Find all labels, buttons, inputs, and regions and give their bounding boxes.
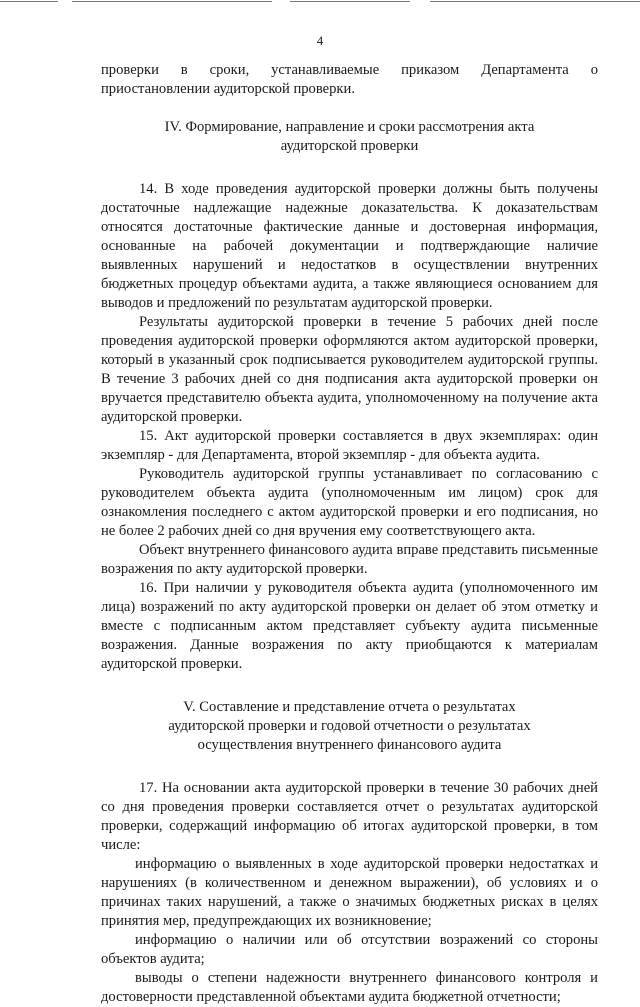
list-item-objections: информацию о наличии или об отсутствии возражений со стороны объектов аудита; bbox=[101, 932, 598, 967]
paragraph-results-act: Результаты аудиторской проверки в течение 5 рабочих дней после проведения аудиторской проверки оформляются актом аудиторской проверки, который в указанный срок подписывается руководителем аудиторской группы. В течение 3 рабочих дней со дня подписания акта аудиторской проверки он вручается представителю объекта аудита, уполномоченному на получение акта аудиторской проверки. bbox=[101, 314, 598, 425]
section-5-heading-line-1: V. Составление и представление отчета о результатах bbox=[183, 699, 516, 715]
list-item-conclusions: выводы о степени надежности внутреннего финансового контроля и достоверности представленной объектами аудита бюджетной отчетности; bbox=[101, 970, 598, 1005]
document-body bbox=[101, 61, 598, 1007]
section-5-heading-line-3: осуществления внутреннего финансового аудита bbox=[197, 737, 502, 753]
paragraph-group-leader: Руководитель аудиторской группы устанавливает по согласованию с руководителем объекта аудита (уполномоченным им лицом) срок для ознакомления последнего с актом аудиторской проверки и его подписания, но не более 2 рабочих дней со дня вручения ему соответствующего акта. bbox=[101, 466, 598, 539]
paragraph-15: 15. Акт аудиторской проверки составляется в двух экземплярах: один экземпляр - для Департамента, второй экземпляр - для объекта аудита. bbox=[101, 428, 598, 463]
section-4-heading bbox=[101, 118, 598, 156]
section-5-body bbox=[101, 779, 598, 1007]
section-5-heading-line-2: аудиторской проверки и годовой отчетности о результатах bbox=[168, 718, 531, 734]
section-4-heading-line-2: аудиторской проверки bbox=[280, 138, 419, 154]
section-5-heading bbox=[101, 698, 598, 755]
paragraph-16: 16. При наличии у руководителя объекта аудита (уполномоченного им лица) возражений по акту аудиторской проверки он делает об этом отметку и вместе с подписанным актом представляет субъекту аудита письменные возражения. Данные возражения по акту приобщаются к материалам аудиторской проверки. bbox=[101, 580, 598, 672]
section-4-body bbox=[101, 180, 598, 674]
paragraph-objections-right: Объект внутреннего финансового аудита вправе представить письменные возражения по акту аудиторской проверки. bbox=[101, 542, 598, 577]
page-number: 4 bbox=[316, 33, 324, 48]
paragraph-17: 17. На основании акта аудиторской проверки в течение 30 рабочих дней со дня проведения проверки составляется отчет о результатах аудиторской проверки, содержащий информацию об итогах аудиторской проверки, в том числе: bbox=[101, 780, 598, 853]
intro-paragraph: проверки в сроки, устанавливаемые приказом Департамента о приостановлении аудиторской проверки. bbox=[101, 62, 598, 97]
paragraph-14: 14. В ходе проведения аудиторской проверки должны быть получены достаточные надлежащие надежные доказательства. К доказательствам относятся достаточные фактические данные и достоверная информация, основанные на рабочей документации и подтверждающие наличие выявленных нарушений и недостатков в осуществлении внутренних бюджетных процедур объектами аудита, а также являющиеся основанием для выводов и предложений по результатам аудиторской проверки. bbox=[101, 181, 598, 311]
section-4-heading-line-1: IV. Формирование, направление и сроки рассмотрения акта bbox=[164, 119, 535, 135]
list-item-violations: информацию о выявленных в ходе аудиторской проверки недостатках и нарушениях (в количественном и денежном выражении), об условиях и о причинах таких нарушений, а также о значимых бюджетных рисках в целях принятия мер, предупреждающих их возникновение; bbox=[101, 856, 598, 929]
top-edge-line bbox=[0, 0, 640, 4]
